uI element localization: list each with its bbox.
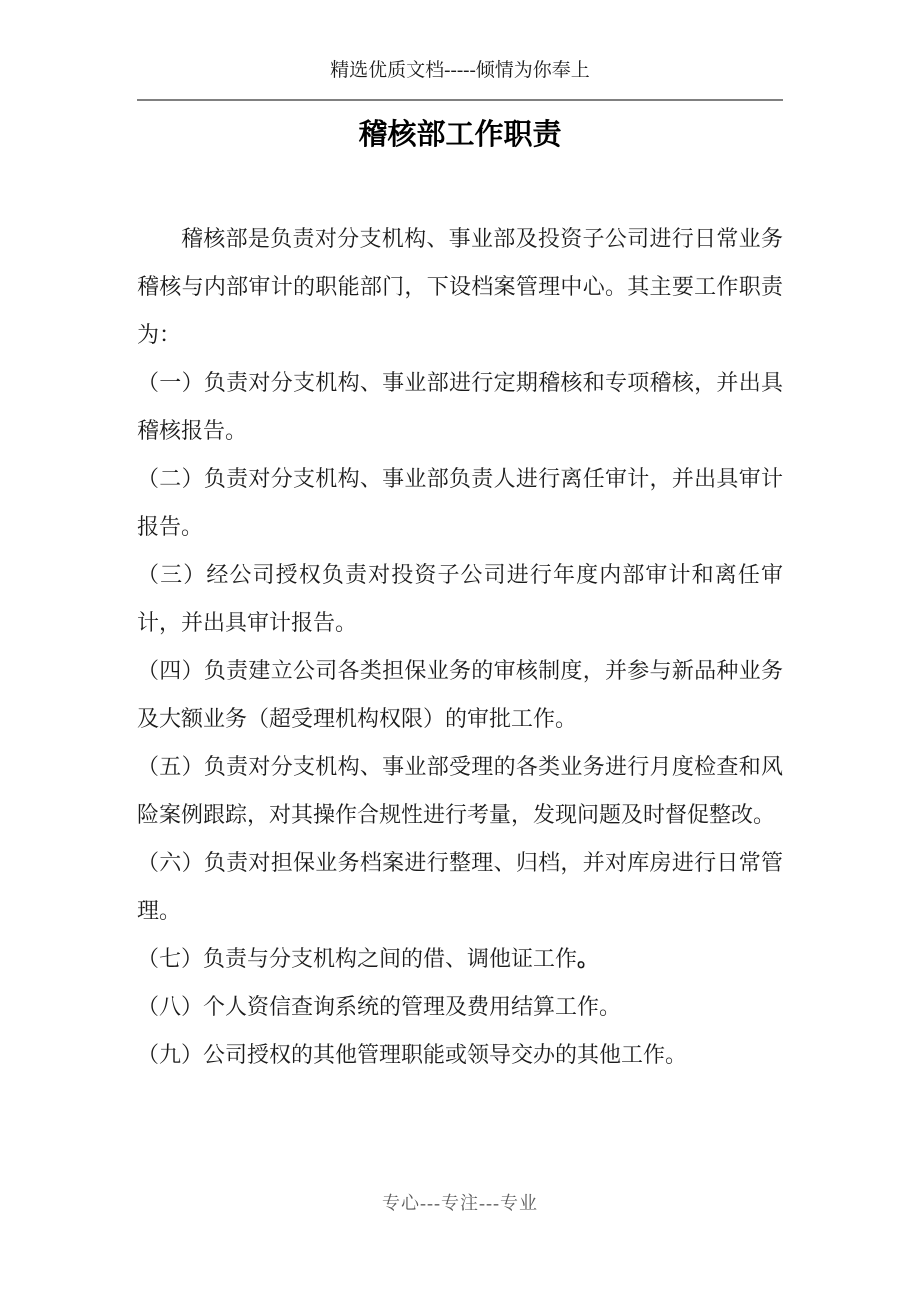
paragraph: （九）公司授权的其他管理职能或领导交办的其他工作。: [137, 1042, 688, 1067]
document-header: [137, 56, 783, 101]
bold-period: 。: [577, 946, 600, 971]
footer-text: 专心---专注---专业: [382, 1193, 538, 1213]
page-title: 稽核部工作职责: [358, 119, 562, 151]
paragraph: （一）负责对分支机构、事业部进行定期稽核和专项稽核，并出具稽核报告。: [137, 370, 783, 443]
paragraph: （三）经公司授权负责对投资子公司进行年度内部审计和离任审计，并出具审计报告。: [137, 562, 783, 635]
paragraph: （五）负责对分支机构、事业部受理的各类业务进行月度检查和风险案例跟踪，对其操作合规性进行考量，发现问题及时督促整改。: [137, 754, 783, 827]
paragraph: （四）负责建立公司各类担保业务的审核制度，并参与新品种业务及大额业务（超受理机构权限）的审批工作。: [137, 658, 783, 731]
header-text: 精选优质文档-----倾情为你奉上: [330, 60, 590, 81]
paragraph: 稽核部是负责对分支机构、事业部及投资子公司进行日常业务稽核与内部审计的职能部门，下设档案管理中心。其主要工作职责为：: [137, 226, 783, 347]
paragraph: （八）个人资信查询系统的管理及费用结算工作。: [137, 994, 622, 1019]
document-body: [137, 215, 783, 1079]
paragraph: （二）负责对分支机构、事业部负责人进行离任审计，并出具审计报告。: [137, 466, 783, 539]
paragraph: （六）负责对担保业务档案进行整理、归档，并对库房进行日常管理。: [137, 850, 783, 923]
paragraph: （七）负责与分支机构之间的借、调他证工作。: [137, 946, 600, 971]
document-footer: [0, 1190, 920, 1216]
